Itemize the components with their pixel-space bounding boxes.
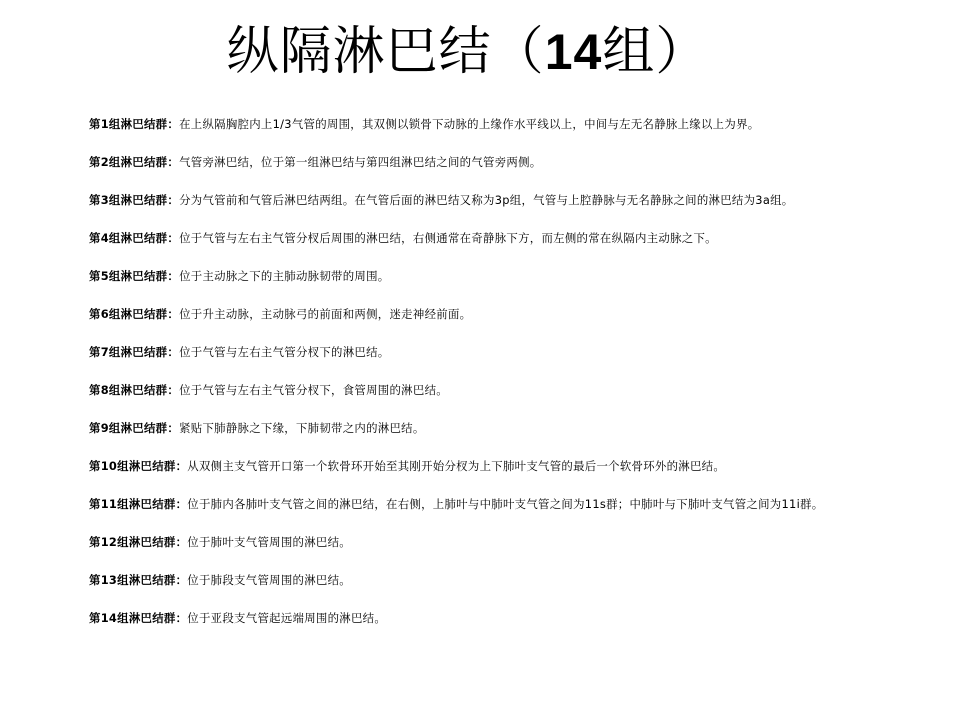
- item-text: 位于升主动脉，主动脉弓的前面和两侧，迷走神经前面。: [179, 307, 472, 321]
- item-label: 第8组淋巴结群：: [89, 383, 180, 397]
- list-item-group-12: [89, 532, 951, 570]
- list-item-group-4: [89, 228, 951, 266]
- list-item-group-11: [89, 494, 951, 532]
- list-item-group-13: [89, 570, 951, 608]
- title-number: 14: [544, 24, 603, 80]
- list-item-group-7: [89, 342, 951, 380]
- list-item-group-10: [89, 456, 951, 494]
- item-label: 第1组淋巴结群：: [89, 117, 180, 131]
- item-text: 气管旁淋巴结，位于第一组淋巴结与第四组淋巴结之间的气管旁两侧。: [179, 155, 542, 169]
- list-item-group-2: [89, 152, 951, 190]
- item-text: 位于肺叶支气管周围的淋巴结。: [187, 535, 351, 549]
- item-text: 位于肺段支气管周围的淋巴结。: [187, 573, 351, 587]
- item-text: 位于肺内各肺叶支气管之间的淋巴结，在右侧，上肺叶与中肺叶支气管之间为11s群；中肺叶与下肺叶支气管之间为11i群。: [187, 497, 824, 511]
- list-item-group-9: [89, 418, 951, 456]
- item-label: 第4组淋巴结群：: [89, 231, 180, 245]
- slide-title: [0, 14, 935, 90]
- title-end: 组）: [602, 22, 709, 82]
- item-label: 第3组淋巴结群：: [89, 193, 180, 207]
- list-item-group-8: [89, 380, 951, 418]
- item-label: 第5组淋巴结群：: [89, 269, 180, 283]
- item-text: 分为气管前和气管后淋巴结两组。在气管后面的淋巴结又称为3p组，气管与上腔静脉与无名静脉之间的淋巴结为3a组。: [179, 193, 794, 207]
- item-label: 第13组淋巴结群：: [89, 573, 188, 587]
- item-label: 第7组淋巴结群：: [89, 345, 180, 359]
- lymph-node-group-list: [89, 114, 951, 646]
- list-item-group-6: [89, 304, 951, 342]
- list-item-group-5: [89, 266, 951, 304]
- item-text: 位于气管与左右主气管分杈下，食管周围的淋巴结。: [179, 383, 448, 397]
- list-item-group-14: [89, 608, 951, 646]
- item-label: 第11组淋巴结群：: [89, 497, 188, 511]
- item-label: 第12组淋巴结群：: [89, 535, 188, 549]
- item-text: 位于气管与左右主气管分杈后周围的淋巴结，右侧通常在奇静脉下方，而左侧的常在纵隔内主动脉之下。: [179, 231, 717, 245]
- item-text: 紧贴下肺静脉之下缘，下肺韧带之内的淋巴结。: [179, 421, 425, 435]
- item-label: 第9组淋巴结群：: [89, 421, 180, 435]
- item-label: 第6组淋巴结群：: [89, 307, 180, 321]
- item-label: 第14组淋巴结群：: [89, 611, 188, 625]
- item-label: 第2组淋巴结群：: [89, 155, 180, 169]
- item-text: 位于主动脉之下的主肺动脉韧带的周围。: [179, 269, 390, 283]
- item-text: 位于气管与左右主气管分杈下的淋巴结。: [179, 345, 390, 359]
- list-item-group-1: [89, 114, 951, 152]
- item-label: 第10组淋巴结群：: [89, 459, 188, 473]
- item-text: 从双侧主支气管开口第一个软骨环开始至其刚开始分杈为上下肺叶支气管的最后一个软骨环外的淋巴结。: [187, 459, 726, 473]
- title-main: 纵隔淋巴结（: [226, 22, 545, 82]
- list-item-group-3: [89, 190, 951, 228]
- item-text: 位于亚段支气管起远端周围的淋巴结。: [187, 611, 387, 625]
- item-text: 在上纵隔胸腔内上1/3气管的周围，其双侧以锁骨下动脉的上缘作水平线以上，中间与左无名静脉上缘以上为界。: [179, 117, 760, 131]
